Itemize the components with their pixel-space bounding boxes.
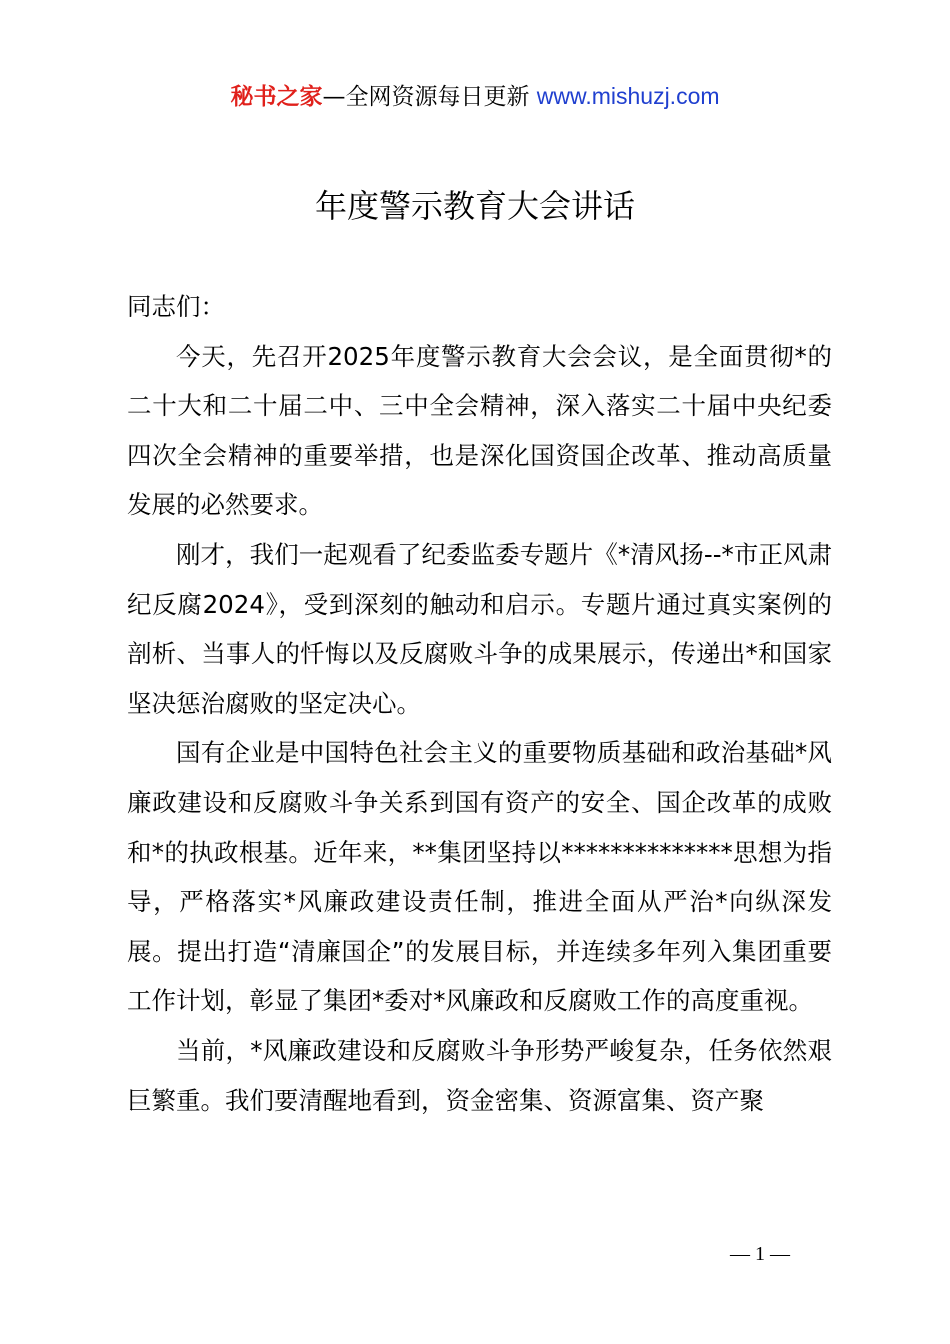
- document-title: 年度警示教育大会讲话: [314, 187, 635, 225]
- paragraph-2: 刚才，我们一起观看了纪委监委专题片《*清风扬--*市正风肃纪反腐2024》，受到深刻的触动和启示。专题片通过真实案例的剖析、当事人的忏悔以及反腐败斗争的成果展示，传递出*和国家坚决惩治腐败的坚定决心。: [127, 539, 832, 718]
- document-body: [127, 282, 832, 1125]
- salutation: 同志们：: [127, 292, 225, 321]
- site-header: [0, 80, 950, 113]
- paragraph-3: 国有企业是中国特色社会主义的重要物质基础和政治基础*风廉政建设和反腐败斗争关系到国有资产的安全、国企改革的成败和*的执政根基。近年来，**集团坚持以**************思想为指导，严格落实*风廉政建设责任制，推进全面从严治*向纵深发展。提出打造“清廉国企”的发展目标，并连续多年列入集团重要工作计划，彰显了集团*委对*风廉政和反腐败工作的高度重视。: [127, 738, 832, 1016]
- site-brand: 秘书之家: [230, 84, 323, 110]
- site-tagline: —全网资源每日更新: [322, 84, 530, 110]
- paragraph-1: 今天，先召开2025年度警示教育大会会议，是全面贯彻*的二十大和二十届二中、三中全会精神，深入落实二十届中央纪委四次全会精神的重要举措，也是深化国资国企改革、推动高质量发展的必然要求。: [127, 341, 832, 520]
- site-url-link[interactable]: www.mishuzj.com: [536, 83, 720, 109]
- page-number: — 1 —: [730, 1243, 790, 1265]
- paragraph-4: 当前，*风廉政建设和反腐败斗争形势严峻复杂，任务依然艰巨繁重。我们要清醒地看到，资金密集、资源富集、资产聚: [127, 1035, 832, 1115]
